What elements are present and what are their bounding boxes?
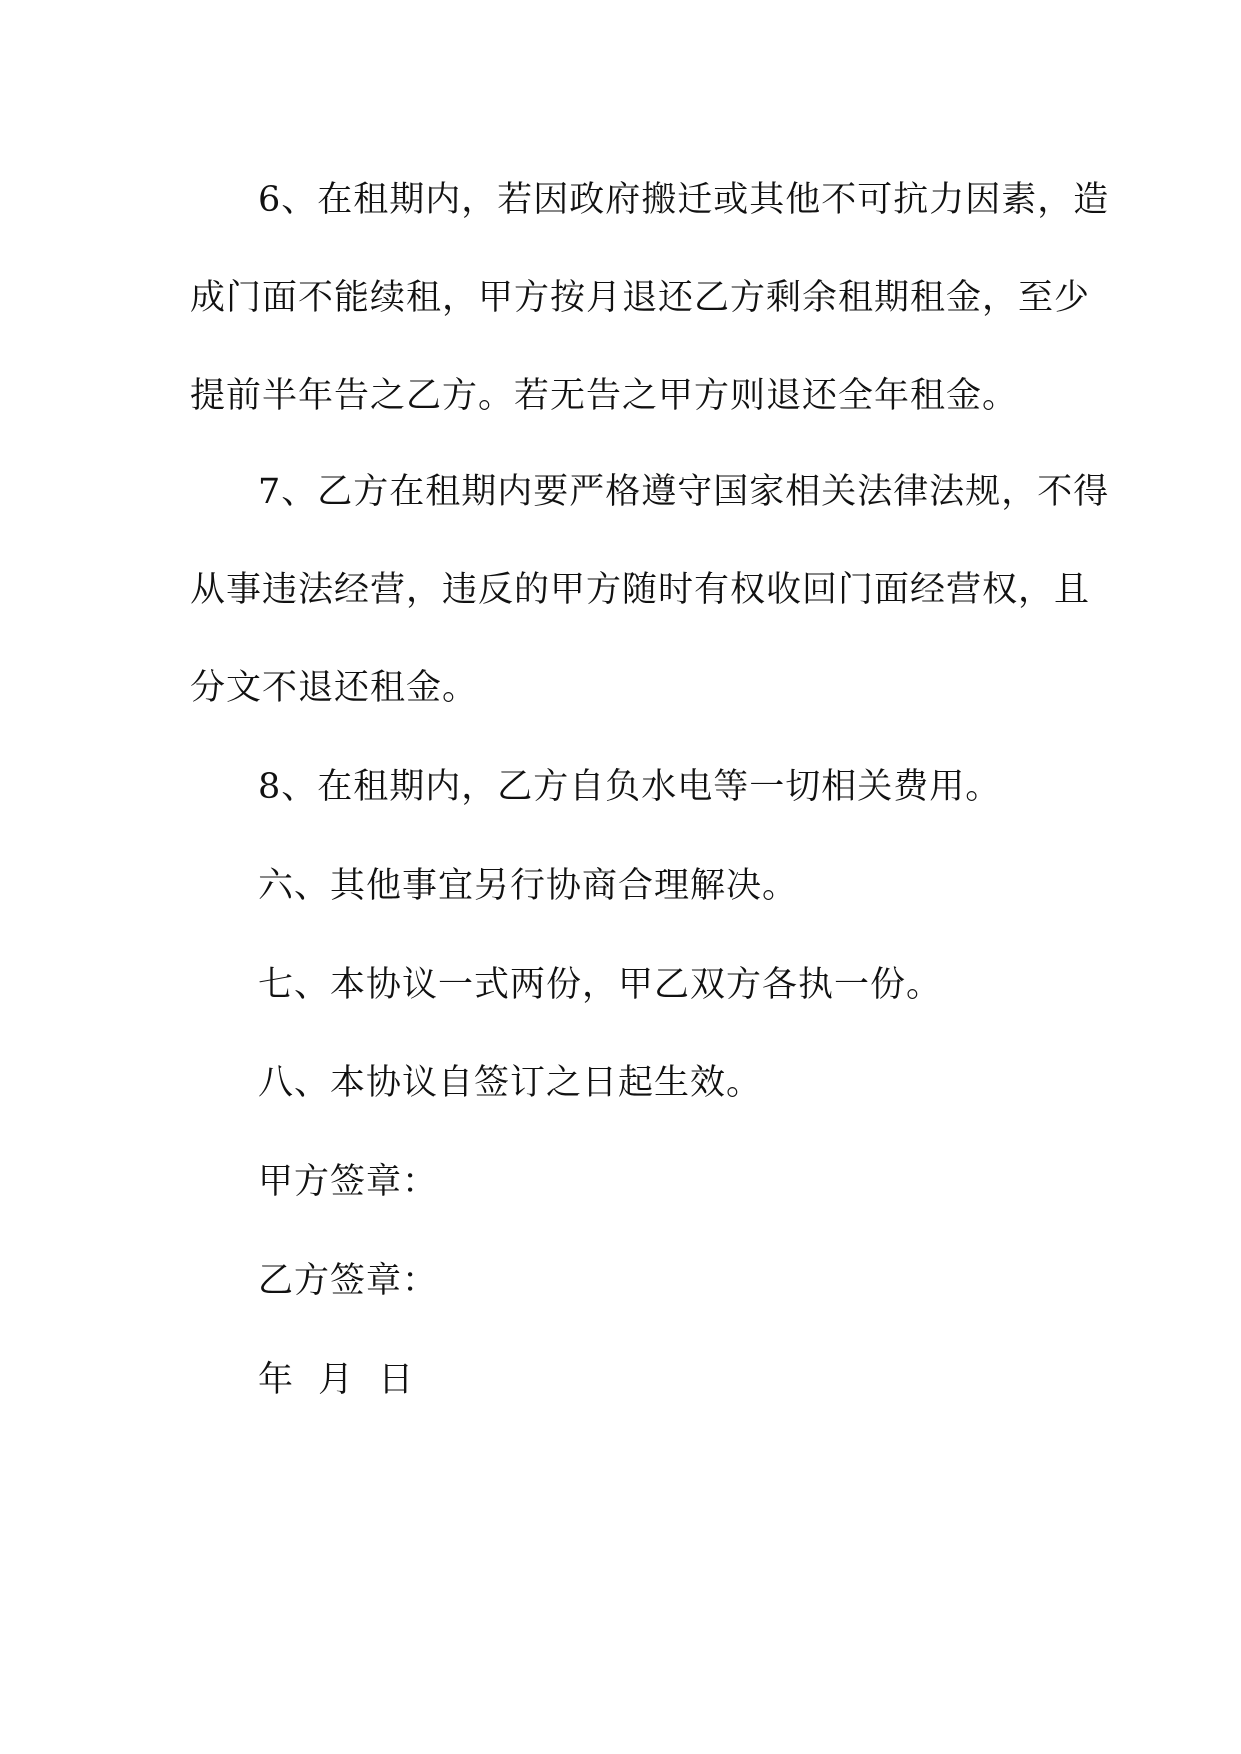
section-7: 七、本协议一式两份，甲乙双方各执一份。 bbox=[258, 965, 943, 1005]
clause-7-line-3: 分文不退还租金。 bbox=[190, 668, 479, 708]
signature-party-a: 甲方签章： bbox=[258, 1162, 439, 1202]
date-line: 年 月 日 bbox=[258, 1360, 415, 1400]
section-6: 六、其他事宜另行协商合理解决。 bbox=[258, 866, 799, 906]
clause-7-line-2: 从事违法经营，违反的甲方随时有权收回门面经营权，且 bbox=[190, 570, 1091, 610]
clause-7-line-1: 7、乙方在租期内要严格遵守国家相关法律法规，不得 bbox=[258, 472, 1110, 512]
clause-8: 8、在租期内，乙方自负水电等一切相关费用。 bbox=[258, 767, 1002, 807]
clause-6-line-1: 6、在租期内，若因政府搬迁或其他不可抗力因素，造 bbox=[258, 180, 1110, 220]
section-8: 八、本协议自签订之日起生效。 bbox=[258, 1063, 763, 1103]
clause-6-line-2: 成门面不能续租，甲方按月退还乙方剩余租期租金，至少 bbox=[190, 278, 1091, 318]
clause-6-line-3: 提前半年告之乙方。若无告之甲方则退还全年租金。 bbox=[190, 376, 1019, 416]
signature-party-b: 乙方签章： bbox=[258, 1261, 439, 1301]
